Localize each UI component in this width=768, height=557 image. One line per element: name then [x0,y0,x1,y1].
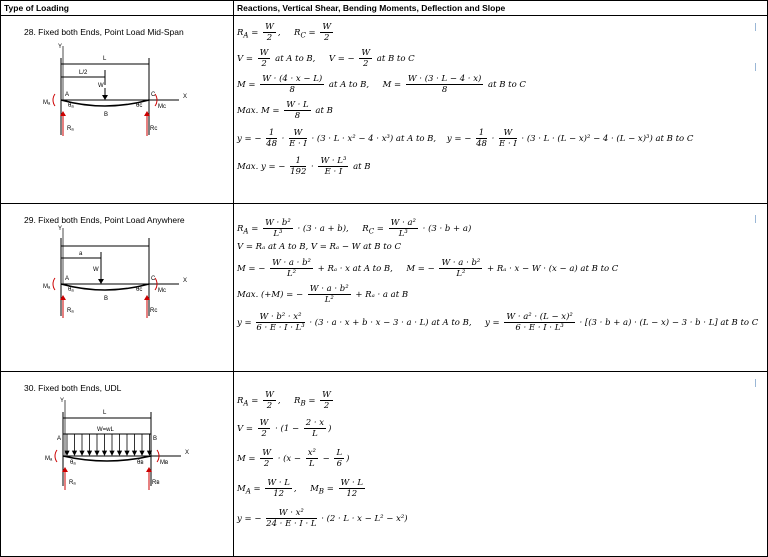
label-rc: Rc [150,308,158,314]
label-x: X [185,450,190,456]
label-ta: θₐ [68,103,74,109]
udl-arrow-head [125,451,129,455]
udl-arrow-head [103,451,107,455]
row-28 [1,16,767,204]
label-ra: Rₐ [69,480,76,486]
label-tb: θʙ [137,460,144,466]
label-half: L/2 [79,70,88,76]
eq-moment: M = − $\frac{\text{W · a · b²}}{\text{L²}}$ + Rₐ · x at A to B, M = − $\frac{\text{W · a · b²}}{\text{L²}}$ + Rₐ · x − W · (x − a) at B to C [237,258,619,279]
label-ma: Mₐ [43,100,51,106]
label-w: W [98,83,104,89]
label-a: A [65,92,70,98]
udl-arrow-head [110,451,114,455]
udl-arrows [65,434,152,455]
label-x: X [183,278,188,284]
edge-mark [755,379,756,387]
udl-arrow-head [88,451,92,455]
beam-diagram [41,40,201,150]
eq-moment: M = $\frac{W \cdot (4 \cdot x - L)}{8}$ at A to B, M = $\frac{W \cdot (3 \cdot L - 4 \cdot x)}{8}$ at B to C [237,74,526,95]
eq-max-moment: Max. M = $\frac{W \cdot L}{8}$ at B [237,100,333,121]
label-y: Y [58,44,63,50]
label-mc: Mc [158,104,166,110]
label-b: B [104,296,109,302]
udl-arrow-head [80,451,84,455]
udl-arrow-head [95,451,99,455]
label-a: A [57,436,62,442]
label-y: Y [58,226,63,232]
label-w: W [93,267,99,273]
eq-end-moments: $M_A$ = $\frac{W \cdot L}{12}$ , $M_B$ = $\frac{W \cdot L}{12}$ [237,478,364,499]
eq-deflection: y = − $\frac{1}{48}$ · $\frac{W}{E \cdot I}$ · (3 · L · x² − 4 · x³) at A to B, y = − $\frac{1}{48}$ · $\frac{W}{E \cdot I}$ · (3 · L · (L − x)² − 4 · (L − x)³) at B to C [237,128,694,149]
udl-arrow-head [118,451,122,455]
row-title: 28. Fixed both Ends, Point Load Mid-Span [24,27,184,37]
udl-arrow-head [133,451,137,455]
label-c: C [151,92,156,98]
label-ta: θₐ [68,287,74,293]
label-ra: Rₐ [67,308,74,314]
beam-diagram [41,224,201,334]
label-mc: Mc [158,288,166,294]
label-a: A [65,276,70,282]
label-ra: Rₐ [67,126,74,132]
udl-arrow-head [140,451,144,455]
eq-reactions: $R_A$ = $\frac{W}{2}$ , $R_B$ = $\frac{W}{2}$ [237,390,331,411]
label-w: W=wL [97,427,114,433]
row-title: 29. Fixed both Ends, Point Load Anywhere [24,215,185,225]
row-30 [1,372,767,556]
row-title: 30. Fixed both Ends, UDL [24,383,122,393]
udl-arrow-head [65,451,69,455]
label-ma: Mₐ [45,456,53,462]
eq-shear: V = $\frac{W}{2}$ · (1 − $\frac{2 \cdot x}{L}$ ) [237,418,332,439]
label-c: C [151,276,156,282]
table-header [1,1,767,16]
label-ta: θₐ [70,460,76,466]
label-tc: θc [136,287,143,293]
beam-diagram [41,396,201,506]
label-rc: Rc [150,126,158,132]
label-l: L [103,56,107,62]
label-tc: θc [136,103,143,109]
label-x: X [183,94,188,100]
header-formulas: Reactions, Vertical Shear, Bending Moments, Deflection and Slope [237,3,506,13]
eq-moment: M = $\frac{W}{2}$ · (x − $\frac{\text{x²}}{L}$ − $\frac{L}{6}$ ) [237,448,350,469]
edge-mark [755,23,756,31]
label-ma: Mₐ [43,284,51,290]
eq-deflection: y = − $\frac{\text{W · x²}}{24 \cdot E \cdot I \cdot L}$ · (2 · L · x − L² − x²) [237,508,408,529]
label-b: B [153,436,158,442]
eq-shear: V = $\frac{W}{2}$ at A to B, V = − $\frac{W}{2}$ at B to C [237,48,415,69]
label-rb: Rʙ [152,480,160,486]
eq-max-moment: Max. (+M) = − $\frac{\text{W · a · b²}}{\text{L²}}$ + Rₐ · a at B [237,284,409,305]
udl-arrow-head [73,451,77,455]
label-a-len: a [79,251,83,257]
eq-reactions: $R_A$ = $\frac{W}{2}$ , $R_C$ = $\frac{W}{2}$ [237,22,332,43]
eq-deflection: y = $\frac{\text{W · b² · x²}}{\text{6 · E · I · L³}}$ · (3 · a · x + b · x − 3 · a · L) at A to B, y = $\frac{\text{W · a² · (L − x)²}}{\text{6 · E · I · L³}}$ · [(3 · b + a) · (L − x) − 3 · b · L] at B to C [237,312,759,333]
edge-mark [755,215,756,223]
label-b: B [104,112,109,118]
row-29 [1,204,767,372]
edge-mark [755,63,756,71]
header-type-of-loading: Type of Loading [4,3,70,13]
eq-max-deflection: Max. y = − $\frac{1}{192}$ · $\frac{\text{W · L³}}{E \cdot I}$ at B [237,156,371,177]
label-mb: Mʙ [160,460,169,466]
label-l: L [103,410,107,416]
label-y: Y [60,398,65,404]
eq-shear: V = Rₐ at A to B, V = Rₐ − W at B to C [237,242,401,252]
eq-reactions: $R_A$ = $\frac{\text{W · b²}}{\text{L³}}$ · (3 · a + b), $R_C$ = $\frac{\text{W · a²}}{\text{L³}}$ · (3 · b + a) [237,218,472,239]
